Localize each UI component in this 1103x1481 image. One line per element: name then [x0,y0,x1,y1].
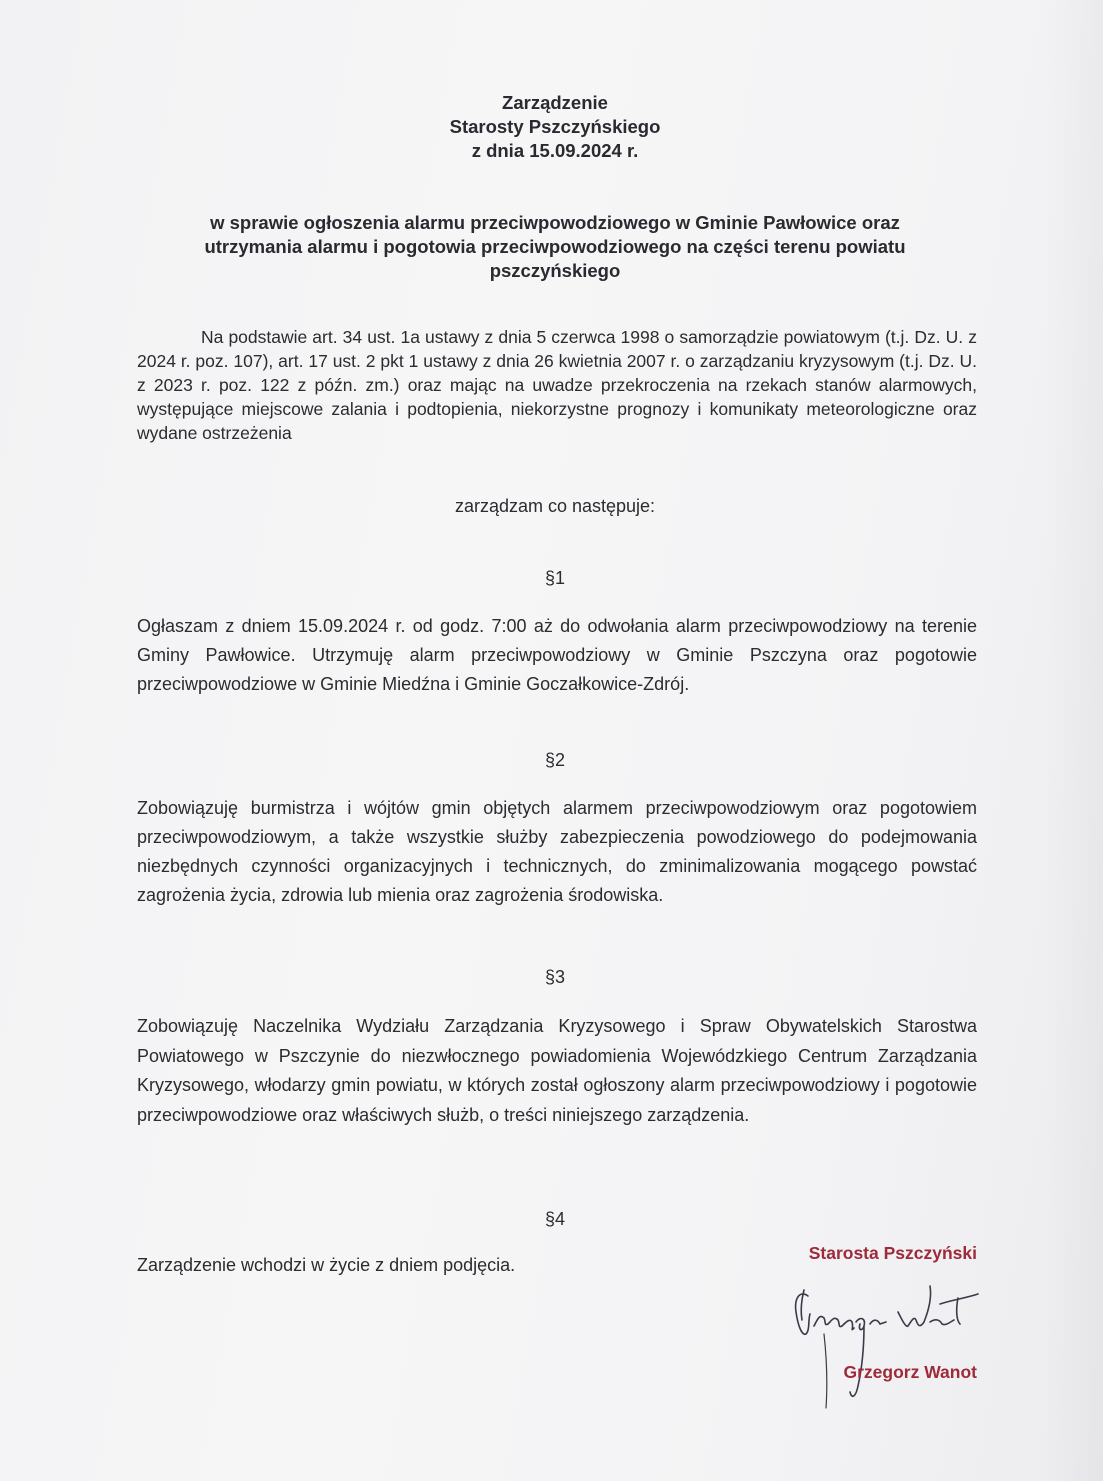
heading-issuer: Starosty Pszczyńskiego [449,116,661,137]
document-heading [0,91,1103,163]
section-4-mark: §4 [544,1209,566,1229]
section-4-text: Zarządzenie wchodzi w życie z dniem podjęcia. [137,1255,516,1275]
section-3-text: Zobowiązuję Naczelnika Wydziału Zarządzania Kryzysowego i Spraw Obywatelskich Starostwa Powiatowego w Pszczynie do niezwłocznego powiadomienia Wojewódzkiego Centrum Zarządzania Kryzysowego, włodarzy gmin powiatu, w których został ogłoszony alarm przeciwpowodziowy i pogotowie przeciwpowodziowe oraz właściwych służb, o treści niniejszego zarządzenia. [137,1016,977,1125]
section-2-text: Zobowiązuję burmistrza i wójtów gmin objętych alarmem przeciwpowodziowym oraz pogotowiem przeciwpowodziowym, a także wszystkie służby zabezpieczenia powodziowego do podejmowania niezbędnych czynności organizacyjnych i technicznych, do zminimalizowania mogącego powstać zagrożenia życia, zdrowia lub mienia oraz zagrożenia środowiska. [137,798,977,905]
section-1-mark: §1 [544,568,566,588]
signatory-name-stamp: Grzegorz Wanot [843,1362,977,1382]
signatory-title-stamp: Starosta Pszczyński [808,1243,977,1263]
subject-line-3: pszczyńskiego [489,260,621,281]
subject-line-2: utrzymania alarmu i pogotowia przeciwpowodziowego na części terenu powiatu [204,236,906,257]
section-1-text: Ogłaszam z dniem 15.09.2024 r. od godz. 7:00 aż do odwołania alarm przeciwpowodziowy na terenie Gminy Pawłowice. Utrzymuję alarm przeciwpowodziowy w Gminie Pszczyna oraz pogotowie przeciwpowodziowe w Gminie Miedźna i Gminie Goczałkowice-Zdrój. [137,616,977,694]
section-2-mark: §2 [544,750,566,770]
heading-date: z dnia 15.09.2024 r. [471,140,639,161]
section-3-mark: §3 [544,967,566,987]
decree-phrase: zarządzam co następuje: [454,496,656,516]
subject-line-1: w sprawie ogłoszenia alarmu przeciwpowodziowego w Gminie Pawłowice oraz [210,212,900,233]
handwritten-signature [780,1268,990,1418]
legal-basis-paragraph: Na podstawie art. 34 ust. 1a ustawy z dnia 5 czerwca 1998 o samorządzie powiatowym (t.j. Dz. U. z 2024 r. poz. 107), art. 17 ust. 2 pkt 1 ustawy z dnia 26 kwietnia 2007 r. o zarządzaniu kryzysowym (t.j. Dz. U. z 2023 r. poz. 122 z późn. zm.) oraz mając na uwadze przekroczenia na rzekach stanów alarmowych, występujące miejscowe zalania i podtopienia, niekorzystne prognozy i komunikaty meteorologiczne oraz wydane ostrzeżenia [137,327,977,443]
heading-type: Zarządzenie [502,92,608,113]
document-subject [0,211,1103,283]
